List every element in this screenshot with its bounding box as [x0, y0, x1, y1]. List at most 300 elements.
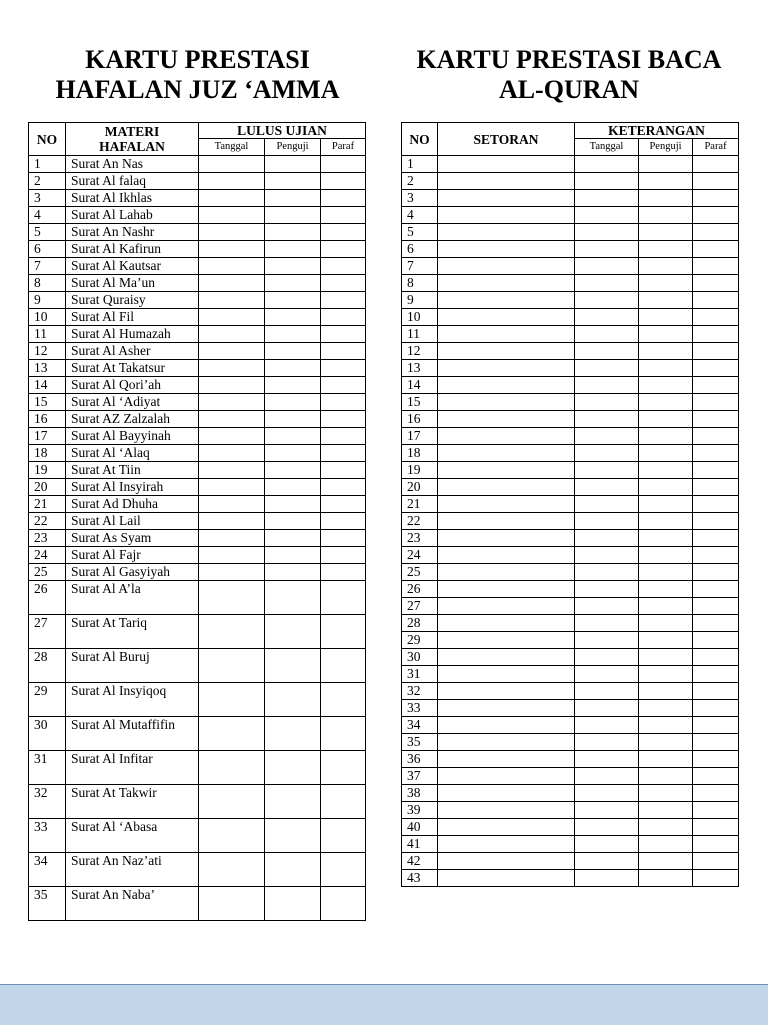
row-paraf-cell[interactable] [321, 224, 366, 241]
row-setoran-cell[interactable] [438, 632, 575, 649]
row-paraf-cell[interactable] [693, 802, 739, 819]
row-tanggal-cell[interactable] [199, 751, 265, 785]
row-tanggal-cell[interactable] [575, 207, 639, 224]
row-penguji-cell[interactable] [265, 581, 321, 615]
row-tanggal-cell[interactable] [199, 173, 265, 190]
row-penguji-cell[interactable] [265, 275, 321, 292]
setoran-row [402, 598, 739, 615]
row-paraf-cell[interactable] [693, 615, 739, 632]
row-penguji-cell[interactable] [639, 207, 693, 224]
row-tanggal-cell[interactable] [199, 292, 265, 309]
row-tanggal-cell[interactable] [575, 853, 639, 870]
row-paraf-cell[interactable] [693, 649, 739, 666]
row-tanggal-cell[interactable] [199, 564, 265, 581]
row-penguji-cell[interactable] [639, 785, 693, 802]
row-tanggal-cell[interactable] [575, 428, 639, 445]
row-penguji-cell[interactable] [265, 394, 321, 411]
row-paraf-cell[interactable] [693, 751, 739, 768]
row-paraf-cell[interactable] [693, 462, 739, 479]
row-paraf-cell[interactable] [321, 411, 366, 428]
row-tanggal-cell[interactable] [575, 581, 639, 598]
row-penguji-cell[interactable] [639, 632, 693, 649]
row-setoran-cell[interactable] [438, 309, 575, 326]
row-tanggal-cell[interactable] [199, 275, 265, 292]
row-penguji-cell[interactable] [639, 479, 693, 496]
row-penguji-cell[interactable] [639, 292, 693, 309]
row-setoran-cell[interactable] [438, 326, 575, 343]
row-penguji-cell[interactable] [639, 462, 693, 479]
row-tanggal-cell[interactable] [575, 649, 639, 666]
row-setoran-cell[interactable] [438, 411, 575, 428]
row-tanggal-cell[interactable] [575, 360, 639, 377]
row-materi: Surat Al Ma’un [66, 275, 199, 292]
row-tanggal-cell[interactable] [575, 292, 639, 309]
row-materi: Surat At Tariq [66, 615, 199, 649]
row-penguji-cell[interactable] [639, 156, 693, 173]
row-tanggal-cell[interactable] [575, 870, 639, 887]
row-paraf-cell[interactable] [321, 479, 366, 496]
row-paraf-cell[interactable] [321, 173, 366, 190]
row-setoran-cell[interactable] [438, 445, 575, 462]
row-penguji-cell[interactable] [265, 530, 321, 547]
row-tanggal-cell[interactable] [575, 683, 639, 700]
row-paraf-cell[interactable] [693, 343, 739, 360]
row-paraf-cell[interactable] [321, 887, 366, 921]
row-penguji-cell[interactable] [639, 224, 693, 241]
row-penguji-cell[interactable] [639, 343, 693, 360]
row-paraf-cell[interactable] [321, 275, 366, 292]
row-penguji-cell[interactable] [639, 768, 693, 785]
row-paraf-cell[interactable] [321, 615, 366, 649]
row-tanggal-cell[interactable] [575, 768, 639, 785]
row-paraf-cell[interactable] [321, 751, 366, 785]
row-penguji-cell[interactable] [639, 275, 693, 292]
row-setoran-cell[interactable] [438, 377, 575, 394]
setoran-row [402, 394, 739, 411]
row-paraf-cell[interactable] [693, 496, 739, 513]
row-paraf-cell[interactable] [693, 683, 739, 700]
row-tanggal-cell[interactable] [199, 547, 265, 564]
setoran-row [402, 241, 739, 258]
row-penguji-cell[interactable] [639, 326, 693, 343]
row-setoran-cell[interactable] [438, 462, 575, 479]
row-materi: Surat Al Kafirun [66, 241, 199, 258]
row-tanggal-cell[interactable] [575, 173, 639, 190]
row-no: 13 [402, 360, 438, 377]
row-tanggal-cell[interactable] [199, 326, 265, 343]
row-penguji-cell[interactable] [639, 802, 693, 819]
row-paraf-cell[interactable] [321, 547, 366, 564]
row-tanggal-cell[interactable] [575, 462, 639, 479]
row-penguji-cell[interactable] [265, 819, 321, 853]
row-tanggal-cell[interactable] [575, 598, 639, 615]
row-penguji-cell[interactable] [639, 241, 693, 258]
row-paraf-cell[interactable] [321, 853, 366, 887]
row-tanggal-cell[interactable] [199, 887, 265, 921]
row-paraf-cell[interactable] [321, 649, 366, 683]
row-penguji-cell[interactable] [265, 547, 321, 564]
row-penguji-cell[interactable] [265, 309, 321, 326]
row-paraf-cell[interactable] [693, 836, 739, 853]
hafalan-row [29, 207, 366, 224]
row-penguji-cell[interactable] [639, 700, 693, 717]
row-paraf-cell[interactable] [693, 666, 739, 683]
row-tanggal-cell[interactable] [575, 734, 639, 751]
row-penguji-cell[interactable] [265, 292, 321, 309]
row-paraf-cell[interactable] [693, 513, 739, 530]
row-paraf-cell[interactable] [321, 309, 366, 326]
row-setoran-cell[interactable] [438, 683, 575, 700]
row-paraf-cell[interactable] [321, 292, 366, 309]
row-penguji-cell[interactable] [265, 462, 321, 479]
row-penguji-cell[interactable] [639, 853, 693, 870]
row-paraf-cell[interactable] [321, 207, 366, 224]
row-penguji-cell[interactable] [265, 156, 321, 173]
row-paraf-cell[interactable] [321, 241, 366, 258]
row-tanggal-cell[interactable] [199, 853, 265, 887]
row-penguji-cell[interactable] [639, 615, 693, 632]
row-paraf-cell[interactable] [693, 785, 739, 802]
row-paraf-cell[interactable] [693, 632, 739, 649]
row-paraf-cell[interactable] [693, 173, 739, 190]
row-paraf-cell[interactable] [693, 258, 739, 275]
row-penguji-cell[interactable] [265, 190, 321, 207]
row-paraf-cell[interactable] [693, 275, 739, 292]
row-penguji-cell[interactable] [265, 207, 321, 224]
row-tanggal-cell[interactable] [575, 513, 639, 530]
row-tanggal-cell[interactable] [199, 717, 265, 751]
row-tanggal-cell[interactable] [575, 343, 639, 360]
row-paraf-cell[interactable] [693, 445, 739, 462]
row-penguji-cell[interactable] [265, 615, 321, 649]
row-tanggal-cell[interactable] [575, 547, 639, 564]
row-materi: Surat At Takwir [66, 785, 199, 819]
row-paraf-cell[interactable] [693, 292, 739, 309]
row-penguji-cell[interactable] [639, 598, 693, 615]
row-tanggal-cell[interactable] [199, 190, 265, 207]
row-tanggal-cell[interactable] [575, 411, 639, 428]
row-tanggal-cell[interactable] [199, 479, 265, 496]
row-tanggal-cell[interactable] [199, 428, 265, 445]
row-penguji-cell[interactable] [639, 360, 693, 377]
hafalan-row [29, 428, 366, 445]
row-setoran-cell[interactable] [438, 292, 575, 309]
right-card-title-line1: KARTU PRESTASI BACA [416, 45, 722, 74]
row-tanggal-cell[interactable] [199, 224, 265, 241]
row-tanggal-cell[interactable] [575, 258, 639, 275]
row-setoran-cell[interactable] [438, 394, 575, 411]
row-tanggal-cell[interactable] [575, 394, 639, 411]
hafalan-row [29, 326, 366, 343]
row-paraf-cell[interactable] [693, 581, 739, 598]
row-paraf-cell[interactable] [321, 581, 366, 615]
row-paraf-cell[interactable] [321, 445, 366, 462]
row-paraf-cell[interactable] [693, 190, 739, 207]
row-penguji-cell[interactable] [265, 377, 321, 394]
row-penguji-cell[interactable] [265, 445, 321, 462]
row-setoran-cell[interactable] [438, 530, 575, 547]
row-setoran-cell[interactable] [438, 751, 575, 768]
row-paraf-cell[interactable] [693, 224, 739, 241]
row-penguji-cell[interactable] [639, 190, 693, 207]
row-paraf-cell[interactable] [321, 462, 366, 479]
row-paraf-cell[interactable] [321, 513, 366, 530]
row-tanggal-cell[interactable] [575, 156, 639, 173]
row-penguji-cell[interactable] [639, 564, 693, 581]
row-penguji-cell[interactable] [265, 224, 321, 241]
row-paraf-cell[interactable] [693, 768, 739, 785]
row-no: 22 [402, 513, 438, 530]
row-paraf-cell[interactable] [321, 428, 366, 445]
row-setoran-cell[interactable] [438, 819, 575, 836]
row-tanggal-cell[interactable] [575, 700, 639, 717]
row-penguji-cell[interactable] [639, 377, 693, 394]
row-penguji-cell[interactable] [639, 445, 693, 462]
row-paraf-cell[interactable] [321, 190, 366, 207]
row-paraf-cell[interactable] [693, 377, 739, 394]
row-no: 35 [29, 887, 66, 921]
row-tanggal-cell[interactable] [575, 190, 639, 207]
row-tanggal-cell[interactable] [575, 309, 639, 326]
row-tanggal-cell[interactable] [199, 377, 265, 394]
row-penguji-cell[interactable] [265, 649, 321, 683]
row-setoran-cell[interactable] [438, 649, 575, 666]
row-tanggal-cell[interactable] [199, 581, 265, 615]
row-setoran-cell[interactable] [438, 275, 575, 292]
row-setoran-cell[interactable] [438, 190, 575, 207]
row-paraf-cell[interactable] [321, 258, 366, 275]
row-penguji-cell[interactable] [639, 513, 693, 530]
row-penguji-cell[interactable] [639, 683, 693, 700]
row-tanggal-cell[interactable] [575, 836, 639, 853]
row-penguji-cell[interactable] [639, 751, 693, 768]
row-paraf-cell[interactable] [321, 377, 366, 394]
row-penguji-cell[interactable] [265, 241, 321, 258]
row-penguji-cell[interactable] [639, 581, 693, 598]
row-setoran-cell[interactable] [438, 428, 575, 445]
row-penguji-cell[interactable] [265, 428, 321, 445]
row-paraf-cell[interactable] [693, 207, 739, 224]
row-setoran-cell[interactable] [438, 496, 575, 513]
row-paraf-cell[interactable] [321, 819, 366, 853]
row-penguji-cell[interactable] [265, 411, 321, 428]
row-setoran-cell[interactable] [438, 173, 575, 190]
row-setoran-cell[interactable] [438, 836, 575, 853]
row-tanggal-cell[interactable] [575, 785, 639, 802]
row-tanggal-cell[interactable] [199, 241, 265, 258]
row-tanggal-cell[interactable] [199, 258, 265, 275]
row-tanggal-cell[interactable] [575, 241, 639, 258]
row-paraf-cell[interactable] [693, 598, 739, 615]
row-tanggal-cell[interactable] [575, 632, 639, 649]
row-setoran-cell[interactable] [438, 768, 575, 785]
row-paraf-cell[interactable] [693, 853, 739, 870]
row-tanggal-cell[interactable] [575, 819, 639, 836]
row-penguji-cell[interactable] [265, 751, 321, 785]
row-tanggal-cell[interactable] [575, 530, 639, 547]
row-penguji-cell[interactable] [265, 479, 321, 496]
row-paraf-cell[interactable] [693, 564, 739, 581]
row-no: 36 [402, 751, 438, 768]
row-penguji-cell[interactable] [639, 649, 693, 666]
setoran-row [402, 632, 739, 649]
row-penguji-cell[interactable] [265, 683, 321, 717]
row-paraf-cell[interactable] [321, 156, 366, 173]
row-paraf-cell[interactable] [693, 700, 739, 717]
row-setoran-cell[interactable] [438, 360, 575, 377]
setoran-row [402, 666, 739, 683]
row-paraf-cell[interactable] [321, 394, 366, 411]
row-penguji-cell[interactable] [639, 411, 693, 428]
row-tanggal-cell[interactable] [575, 224, 639, 241]
row-tanggal-cell[interactable] [575, 666, 639, 683]
row-penguji-cell[interactable] [639, 428, 693, 445]
row-penguji-cell[interactable] [265, 326, 321, 343]
row-penguji-cell[interactable] [265, 258, 321, 275]
row-penguji-cell[interactable] [639, 870, 693, 887]
row-tanggal-cell[interactable] [199, 683, 265, 717]
row-setoran-cell[interactable] [438, 241, 575, 258]
row-paraf-cell[interactable] [321, 785, 366, 819]
row-tanggal-cell[interactable] [199, 785, 265, 819]
row-paraf-cell[interactable] [693, 411, 739, 428]
row-paraf-cell[interactable] [321, 564, 366, 581]
row-tanggal-cell[interactable] [199, 411, 265, 428]
row-penguji-cell[interactable] [639, 258, 693, 275]
row-tanggal-cell[interactable] [199, 360, 265, 377]
row-paraf-cell[interactable] [693, 241, 739, 258]
row-tanggal-cell[interactable] [575, 377, 639, 394]
row-penguji-cell[interactable] [265, 513, 321, 530]
row-paraf-cell[interactable] [321, 343, 366, 360]
row-penguji-cell[interactable] [265, 343, 321, 360]
row-paraf-cell[interactable] [693, 479, 739, 496]
row-setoran-cell[interactable] [438, 547, 575, 564]
row-setoran-cell[interactable] [438, 156, 575, 173]
row-tanggal-cell[interactable] [575, 717, 639, 734]
row-setoran-cell[interactable] [438, 615, 575, 632]
row-penguji-cell[interactable] [639, 547, 693, 564]
row-tanggal-cell[interactable] [199, 309, 265, 326]
row-penguji-cell[interactable] [639, 496, 693, 513]
row-penguji-cell[interactable] [265, 717, 321, 751]
row-tanggal-cell[interactable] [575, 445, 639, 462]
row-tanggal-cell[interactable] [575, 496, 639, 513]
row-penguji-cell[interactable] [265, 564, 321, 581]
row-tanggal-cell[interactable] [199, 819, 265, 853]
row-paraf-cell[interactable] [693, 530, 739, 547]
row-tanggal-cell[interactable] [575, 275, 639, 292]
row-paraf-cell[interactable] [693, 156, 739, 173]
hafalan-row [29, 513, 366, 530]
row-setoran-cell[interactable] [438, 853, 575, 870]
row-setoran-cell[interactable] [438, 734, 575, 751]
row-no: 23 [402, 530, 438, 547]
row-tanggal-cell[interactable] [575, 564, 639, 581]
row-setoran-cell[interactable] [438, 717, 575, 734]
row-paraf-cell[interactable] [693, 309, 739, 326]
row-penguji-cell[interactable] [265, 496, 321, 513]
row-tanggal-cell[interactable] [199, 343, 265, 360]
row-setoran-cell[interactable] [438, 207, 575, 224]
row-penguji-cell[interactable] [639, 530, 693, 547]
row-tanggal-cell[interactable] [575, 615, 639, 632]
row-penguji-cell[interactable] [265, 360, 321, 377]
row-penguji-cell[interactable] [639, 717, 693, 734]
row-setoran-cell[interactable] [438, 479, 575, 496]
row-penguji-cell[interactable] [639, 173, 693, 190]
row-paraf-cell[interactable] [321, 496, 366, 513]
row-penguji-cell[interactable] [639, 666, 693, 683]
row-setoran-cell[interactable] [438, 700, 575, 717]
row-tanggal-cell[interactable] [199, 156, 265, 173]
row-setoran-cell[interactable] [438, 802, 575, 819]
row-setoran-cell[interactable] [438, 581, 575, 598]
row-penguji-cell[interactable] [265, 887, 321, 921]
row-setoran-cell[interactable] [438, 564, 575, 581]
row-paraf-cell[interactable] [321, 360, 366, 377]
row-tanggal-cell[interactable] [199, 394, 265, 411]
row-paraf-cell[interactable] [321, 717, 366, 751]
row-tanggal-cell[interactable] [575, 802, 639, 819]
row-paraf-cell[interactable] [693, 394, 739, 411]
row-setoran-cell[interactable] [438, 666, 575, 683]
row-tanggal-cell[interactable] [199, 462, 265, 479]
row-tanggal-cell[interactable] [199, 530, 265, 547]
row-setoran-cell[interactable] [438, 598, 575, 615]
row-paraf-cell[interactable] [693, 326, 739, 343]
row-tanggal-cell[interactable] [199, 445, 265, 462]
row-penguji-cell[interactable] [265, 173, 321, 190]
row-paraf-cell[interactable] [693, 734, 739, 751]
row-paraf-cell[interactable] [693, 870, 739, 887]
row-paraf-cell[interactable] [321, 326, 366, 343]
row-paraf-cell[interactable] [321, 530, 366, 547]
row-penguji-cell[interactable] [639, 734, 693, 751]
row-setoran-cell[interactable] [438, 785, 575, 802]
row-penguji-cell[interactable] [639, 309, 693, 326]
row-tanggal-cell[interactable] [199, 649, 265, 683]
row-penguji-cell[interactable] [639, 394, 693, 411]
setoran-table [401, 122, 739, 887]
row-setoran-cell[interactable] [438, 224, 575, 241]
row-paraf-cell[interactable] [321, 683, 366, 717]
row-setoran-cell[interactable] [438, 258, 575, 275]
row-penguji-cell[interactable] [265, 785, 321, 819]
row-setoran-cell[interactable] [438, 343, 575, 360]
row-penguji-cell[interactable] [265, 853, 321, 887]
row-tanggal-cell[interactable] [199, 615, 265, 649]
row-tanggal-cell[interactable] [199, 207, 265, 224]
row-paraf-cell[interactable] [693, 547, 739, 564]
row-tanggal-cell[interactable] [199, 496, 265, 513]
row-paraf-cell[interactable] [693, 819, 739, 836]
row-penguji-cell[interactable] [639, 836, 693, 853]
row-paraf-cell[interactable] [693, 360, 739, 377]
row-penguji-cell[interactable] [639, 819, 693, 836]
row-paraf-cell[interactable] [693, 717, 739, 734]
setoran-row [402, 564, 739, 581]
row-setoran-cell[interactable] [438, 870, 575, 887]
row-tanggal-cell[interactable] [575, 479, 639, 496]
row-tanggal-cell[interactable] [199, 513, 265, 530]
row-no: 34 [29, 853, 66, 887]
row-tanggal-cell[interactable] [575, 751, 639, 768]
row-paraf-cell[interactable] [693, 428, 739, 445]
row-setoran-cell[interactable] [438, 513, 575, 530]
row-no: 13 [29, 360, 66, 377]
row-tanggal-cell[interactable] [575, 326, 639, 343]
